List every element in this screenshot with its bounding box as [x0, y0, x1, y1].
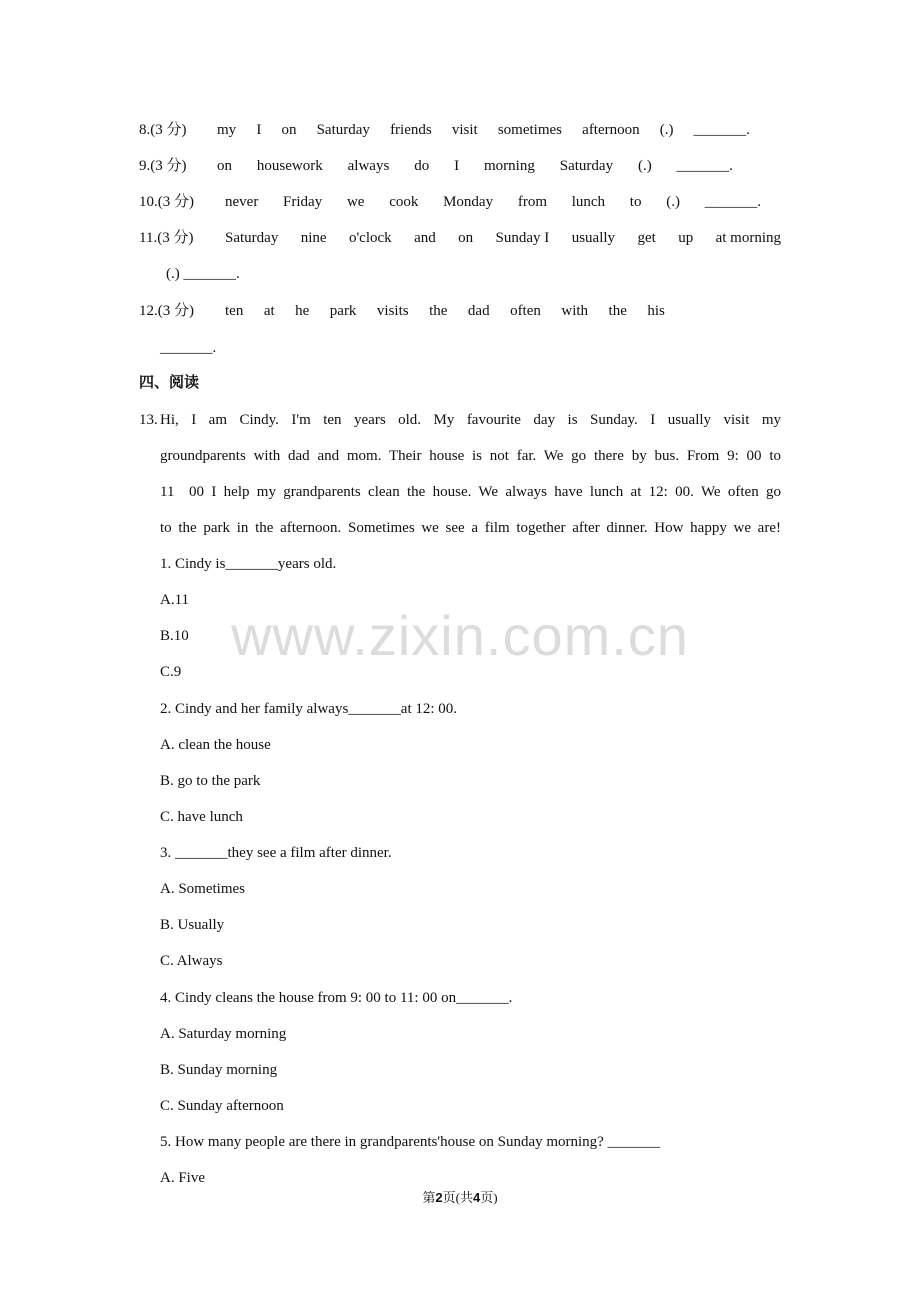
word: on — [281, 122, 297, 138]
passage-line: 11 00 I help my grandparents clean the house. We always have lunch at 12: 00. We often go — [160, 484, 781, 500]
word: Saturday — [316, 122, 370, 138]
word: the — [608, 303, 627, 319]
question-number: 9. — [139, 158, 151, 174]
word: we — [346, 194, 365, 210]
punctuation-hint: (.) — [659, 122, 674, 138]
passage-line: Hi, I am Cindy. I'm ten years old. My favourite day is Sunday. I usually visit my — [160, 412, 781, 428]
question-score: (3 分) — [157, 230, 194, 246]
word: from — [517, 194, 547, 210]
item-stem: 3. _______they see a film after dinner. — [160, 845, 392, 861]
question-number: 11. — [139, 230, 158, 246]
question-score: (3 分) — [150, 122, 187, 138]
word: with — [561, 303, 589, 319]
word: and — [414, 230, 436, 246]
question-12-words — [225, 301, 665, 321]
word: Saturday — [225, 230, 279, 246]
item-option: B. Sunday morning — [160, 1062, 278, 1078]
word: do — [414, 158, 430, 174]
section-heading: 四、阅读 — [139, 375, 200, 391]
punctuation-hint: (.) — [638, 158, 652, 174]
question-score: (3 分) — [157, 303, 194, 319]
question-score: (3 分) — [157, 194, 194, 210]
word: Monday — [443, 194, 494, 210]
punctuation-hint: (.) — [666, 194, 680, 210]
reading-number: 13. — [139, 412, 158, 428]
word: he — [295, 303, 310, 319]
word: o'clock — [348, 230, 392, 246]
word: housework — [256, 158, 323, 174]
footer-suffix: 页) — [480, 1190, 498, 1205]
item-option: A. Sometimes — [160, 881, 245, 897]
question-number: 10. — [139, 194, 158, 210]
question-8-words — [217, 120, 750, 140]
item-option: B. Usually — [160, 917, 225, 933]
question-11-words — [225, 228, 781, 248]
word: never — [225, 194, 259, 210]
word: usually — [571, 230, 616, 246]
footer-total-pages: 4 — [473, 1190, 481, 1205]
item-option: A. clean the house — [160, 737, 271, 753]
footer-middle: 页(共 — [442, 1190, 473, 1205]
answer-blank: _______. — [704, 194, 761, 210]
question-12-continuation: _______. — [160, 340, 217, 356]
item-option: A.11 — [160, 592, 190, 608]
word: visit — [451, 122, 478, 138]
question-11-prefix — [139, 228, 193, 248]
word: ten — [225, 303, 244, 319]
answer-blank: _______. — [676, 158, 733, 174]
word: I — [454, 158, 460, 174]
word: nine — [300, 230, 327, 246]
word: friends — [390, 122, 432, 138]
item-option: A. Five — [160, 1170, 205, 1186]
item-option: C. Sunday afternoon — [160, 1098, 284, 1114]
question-number: 12. — [139, 303, 158, 319]
item-stem: 4. Cindy cleans the house from 9: 00 to 11: 00 on_______. — [160, 990, 513, 1006]
word: Friday — [283, 194, 323, 210]
answer-blank: _______. — [693, 122, 750, 138]
question-8-prefix — [139, 120, 187, 140]
word: dad — [467, 303, 490, 319]
word: at morning — [715, 230, 781, 246]
item-option: C. have lunch — [160, 809, 243, 825]
item-stem: 5. How many people are there in grandparents'house on Sunday morning? _______ — [160, 1134, 661, 1150]
footer-prefix: 第 — [422, 1190, 436, 1205]
question-score: (3 分) — [150, 158, 187, 174]
word: often — [510, 303, 541, 319]
item-option: C.9 — [160, 664, 182, 680]
word: park — [329, 303, 357, 319]
question-12-prefix — [139, 301, 194, 321]
item-option: C. Always — [160, 953, 223, 969]
word: up — [678, 230, 694, 246]
word: on — [217, 158, 232, 174]
word: Sunday I — [495, 230, 550, 246]
page-footer — [0, 1188, 920, 1208]
word: sometimes — [497, 122, 563, 138]
item-option: B.10 — [160, 628, 189, 644]
footer-page-number: 2 — [435, 1190, 443, 1205]
item-option: B. go to the park — [160, 773, 261, 789]
question-9-words — [217, 156, 733, 176]
word: on — [458, 230, 474, 246]
word: always — [347, 158, 390, 174]
word: afternoon — [582, 122, 640, 138]
word: I — [256, 122, 262, 138]
item-stem: 1. Cindy is_______years old. — [160, 556, 337, 572]
question-10-prefix — [139, 192, 194, 212]
word: get — [637, 230, 656, 246]
question-9-prefix — [139, 156, 187, 176]
word: morning — [484, 158, 535, 174]
question-10-words — [225, 192, 761, 212]
passage-line: to the park in the afternoon. Sometimes we see a film together after dinner. How happy we are! — [160, 520, 781, 536]
question-number: 8. — [139, 122, 151, 138]
question-11-continuation: (.) _______. — [166, 266, 240, 282]
word: cook — [389, 194, 419, 210]
word: the — [429, 303, 448, 319]
word: visits — [376, 303, 409, 319]
word: my — [217, 122, 237, 138]
passage-line: groundparents with dad and mom. Their house is not far. We go there by bus. From 9: 00 to — [160, 448, 781, 464]
word: at — [263, 303, 275, 319]
item-stem: 2. Cindy and her family always_______at 12: 00. — [160, 701, 458, 717]
word: his — [647, 303, 665, 319]
word: to — [629, 194, 642, 210]
item-option: A. Saturday morning — [160, 1026, 287, 1042]
word: Saturday — [559, 158, 614, 174]
word: lunch — [571, 194, 606, 210]
watermark: www.zixin.com.cn — [231, 604, 689, 667]
